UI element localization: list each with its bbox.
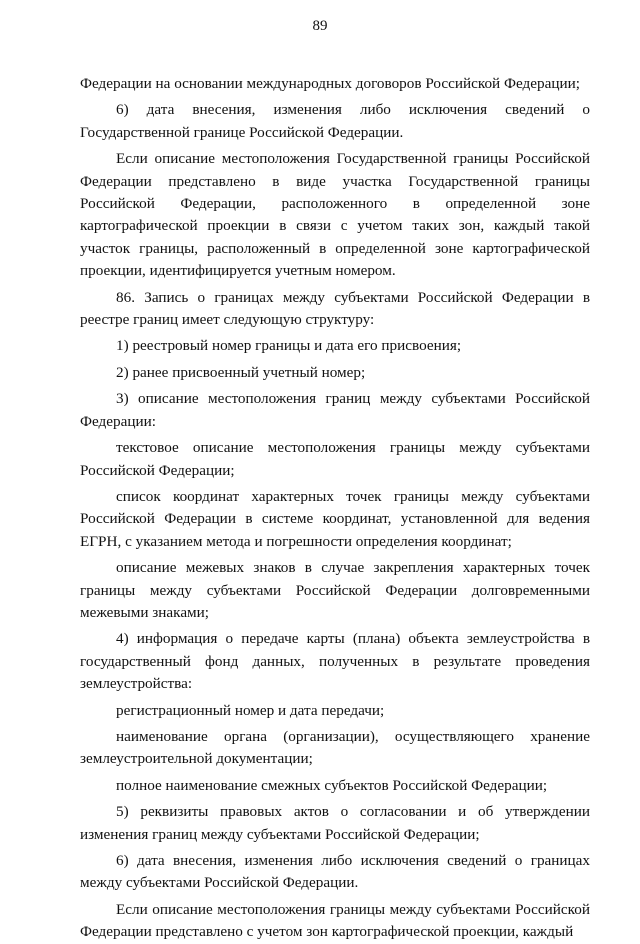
- paragraph: 6) дата внесения, изменения либо исключения сведений о границах между субъектами Российской Федерации.: [80, 852, 590, 892]
- paragraph: 4) информация о передаче карты (плана) объекта землеустройства в государственный фонд данных, полученных в результате проведения землеустройства:: [80, 630, 590, 693]
- paragraph: 5) реквизиты правовых актов о согласовании и об утверждении изменения границ между субъектами Российской Федерации;: [80, 803, 590, 843]
- paragraph: Если описание местоположения границы между субъектами Российской Федерации представлено с учетом зон картографической проекции, каждый: [80, 900, 590, 941]
- paragraph: текстовое описание местоположения границы между субъектами Российской Федерации;: [80, 439, 590, 479]
- paragraph: наименование органа (организации), осуществляющего хранение землеустроительной документации;: [80, 727, 590, 768]
- paragraph: 6) дата внесения, изменения либо исключения сведений о Государственной границе Российской Федерации.: [80, 101, 590, 141]
- paragraph: полное наименование смежных субъектов Российской Федерации;: [116, 776, 548, 794]
- paragraph: 3) описание местоположения границ между субъектами Российской Федерации:: [80, 390, 590, 430]
- page-number: 89: [312, 18, 328, 34]
- paragraph: описание межевых знаков в случае закрепления характерных точек границы между субъектами Российской Федерации долговременными межевыми знаками;: [80, 559, 590, 621]
- paragraph: Если описание местоположения Государственной границы Российской Федерации представлено в виде участка Государственной границы Российской Федерации, расположенного в определенной зоне картографической проекции в связи с учетом таких зон, каждый такой участок границы, расположенный в определенной зоне картографической проекции, идентифицируется учетным номером.: [80, 150, 590, 280]
- paragraph: 86. Запись о границах между субъектами Российской Федерации в реестре границ имеет следующую структуру:: [80, 288, 590, 329]
- document-body: [80, 73, 590, 944]
- paragraph: регистрационный номер и дата передачи;: [116, 701, 385, 719]
- paragraph: 2) ранее присвоенный учетный номер;: [116, 363, 366, 381]
- paragraph: 1) реестровый номер границы и дата его присвоения;: [116, 337, 462, 355]
- paragraph: Федерации на основании международных договоров Российской Федерации;: [80, 75, 580, 92]
- paragraph: список координат характерных точек границы между субъектами Российской Федерации в системе координат, установленной для ведения ЕГРН, с указанием метода и погрешности определения координат;: [80, 487, 590, 550]
